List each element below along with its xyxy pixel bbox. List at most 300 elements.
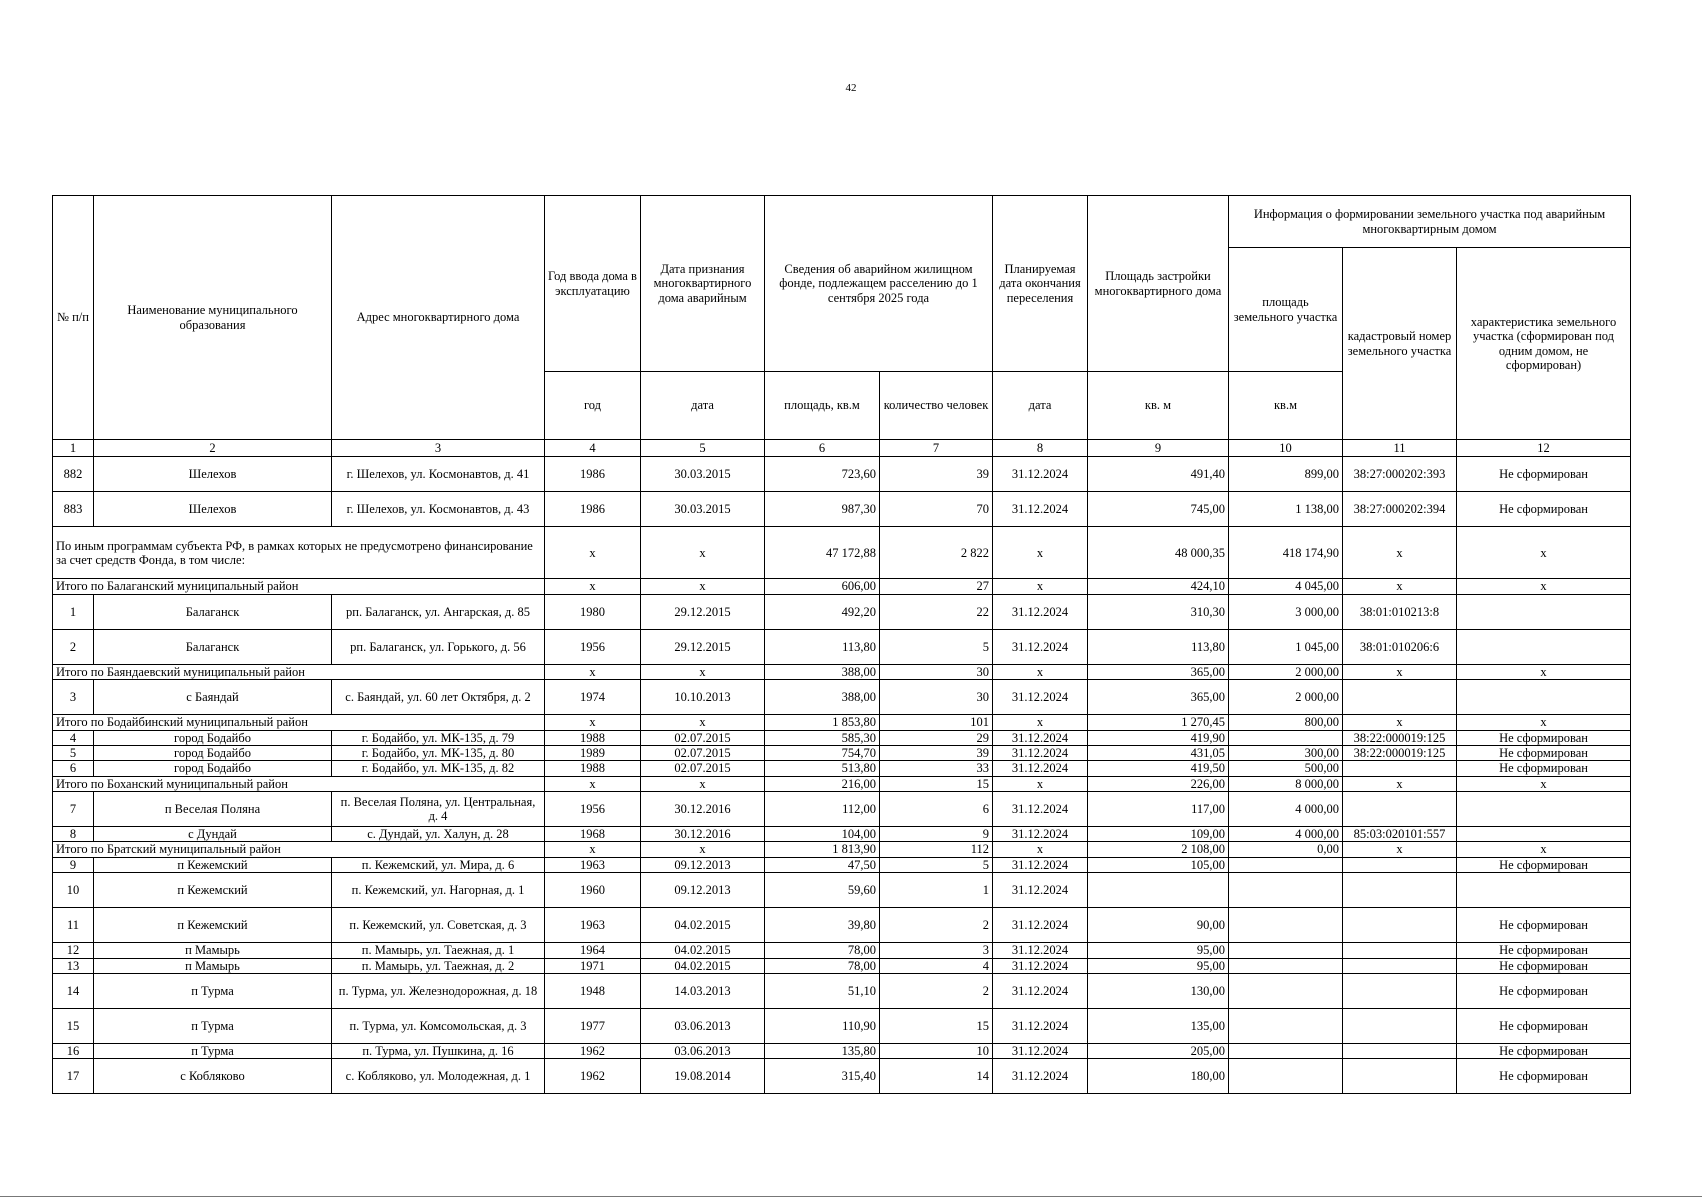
municipality-cell: п Кежемский: [94, 873, 332, 908]
fund-area-cell: 39,80: [765, 908, 880, 943]
recognition-date-cell: x: [641, 527, 765, 579]
address-cell: г. Бодайбо, ул. МК-135, д. 82: [332, 761, 545, 776]
municipality-cell: п Кежемский: [94, 908, 332, 943]
table-row: [53, 958, 1631, 973]
recognition-date-cell: x: [641, 776, 765, 791]
col-number: 2: [94, 440, 332, 457]
header-col-land-char: характеристика земельного участка (сформирован под одним домом, не сформирован): [1457, 248, 1631, 440]
land-area-cell: [1229, 873, 1343, 908]
land-status-cell: [1457, 792, 1631, 827]
built-area-cell: [1088, 873, 1229, 908]
table-row: [53, 857, 1631, 872]
cadastral-number-cell: 38:27:000202:393: [1343, 457, 1457, 492]
unit-year: год: [545, 372, 641, 440]
built-area-cell: 310,30: [1088, 594, 1229, 629]
land-status-cell: Не сформирован: [1457, 730, 1631, 745]
unit-sqm: кв. м: [1088, 372, 1229, 440]
table-row: [53, 730, 1631, 745]
recognition-date-cell: 02.07.2015: [641, 745, 765, 760]
row-number: 16: [53, 1043, 94, 1058]
land-status-cell: Не сформирован: [1457, 1059, 1631, 1094]
recognition-date-cell: 30.03.2015: [641, 492, 765, 527]
land-status-cell: Не сформирован: [1457, 973, 1631, 1008]
recognition-date-cell: 30.12.2016: [641, 827, 765, 842]
land-area-cell: [1229, 973, 1343, 1008]
year-cell: x: [545, 842, 641, 857]
planned-date-cell: 31.12.2024: [993, 873, 1088, 908]
land-area-cell: [1229, 1008, 1343, 1043]
total-label: Итого по Боханский муниципальный район: [53, 776, 545, 791]
row-number: 882: [53, 457, 94, 492]
row-number: 6: [53, 761, 94, 776]
address-cell: г. Шелехов, ул. Космонавтов, д. 41: [332, 457, 545, 492]
address-cell: г. Бодайбо, ул. МК-135, д. 79: [332, 730, 545, 745]
municipality-cell: город Бодайбо: [94, 730, 332, 745]
fund-area-cell: 388,00: [765, 680, 880, 715]
land-status-cell: Не сформирован: [1457, 857, 1631, 872]
municipality-cell: п Кежемский: [94, 857, 332, 872]
planned-date-cell: 31.12.2024: [993, 958, 1088, 973]
planned-date-cell: 31.12.2024: [993, 1059, 1088, 1094]
year-cell: 1988: [545, 761, 641, 776]
municipality-cell: Шелехов: [94, 492, 332, 527]
cadastral-number-cell: 38:22:000019:125: [1343, 745, 1457, 760]
year-cell: 1986: [545, 492, 641, 527]
fund-area-cell: 112,00: [765, 792, 880, 827]
built-area-cell: 90,00: [1088, 908, 1229, 943]
municipality-cell: п Турма: [94, 1008, 332, 1043]
recognition-date-cell: x: [641, 842, 765, 857]
col-number: 6: [765, 440, 880, 457]
fund-area-cell: 110,90: [765, 1008, 880, 1043]
built-area-cell: 226,00: [1088, 776, 1229, 791]
cadastral-number-cell: x: [1343, 664, 1457, 679]
unit-planned-date: дата: [993, 372, 1088, 440]
fund-area-cell: 78,00: [765, 943, 880, 958]
col-number: 9: [1088, 440, 1229, 457]
people-count-cell: 27: [880, 579, 993, 594]
municipality-cell: с Кобляково: [94, 1059, 332, 1094]
planned-date-cell: 31.12.2024: [993, 1043, 1088, 1058]
land-status-cell: Не сформирован: [1457, 958, 1631, 973]
fund-area-cell: 513,80: [765, 761, 880, 776]
planned-date-cell: 31.12.2024: [993, 680, 1088, 715]
year-cell: x: [545, 664, 641, 679]
fund-area-cell: 47,50: [765, 857, 880, 872]
land-status-cell: x: [1457, 842, 1631, 857]
year-cell: 1977: [545, 1008, 641, 1043]
header-col-recognition: Дата признания многоквартирного дома аварийным: [641, 196, 765, 372]
people-count-cell: 9: [880, 827, 993, 842]
row-number: 15: [53, 1008, 94, 1043]
address-cell: п. Кежемский, ул. Советская, д. 3: [332, 908, 545, 943]
built-area-cell: 745,00: [1088, 492, 1229, 527]
bottom-rule: [0, 1196, 1702, 1197]
year-cell: x: [545, 527, 641, 579]
header-col-cadastral: кадастровый номер земельного участка: [1343, 248, 1457, 440]
district-total-row: [53, 842, 1631, 857]
people-count-cell: 14: [880, 1059, 993, 1094]
cadastral-number-cell: x: [1343, 579, 1457, 594]
header-col-fund: Сведения об аварийном жилищном фонде, подлежащем расселению до 1 сентября 2025 года: [765, 196, 993, 372]
col-number: 8: [993, 440, 1088, 457]
municipality-cell: п Турма: [94, 973, 332, 1008]
recognition-date-cell: 02.07.2015: [641, 730, 765, 745]
cadastral-number-cell: [1343, 973, 1457, 1008]
cadastral-number-cell: 85:03:020101:557: [1343, 827, 1457, 842]
people-count-cell: 30: [880, 680, 993, 715]
row-number: 3: [53, 680, 94, 715]
address-cell: рп. Балаганск, ул. Горького, д. 56: [332, 629, 545, 664]
year-cell: x: [545, 776, 641, 791]
fund-area-cell: 315,40: [765, 1059, 880, 1094]
land-status-cell: [1457, 827, 1631, 842]
fund-area-cell: 987,30: [765, 492, 880, 527]
recognition-date-cell: 04.02.2015: [641, 958, 765, 973]
land-area-cell: 899,00: [1229, 457, 1343, 492]
people-count-cell: 2 822: [880, 527, 993, 579]
recognition-date-cell: 19.08.2014: [641, 1059, 765, 1094]
header-col-planned: Планируемая дата окончания переселения: [993, 196, 1088, 372]
row-number: 4: [53, 730, 94, 745]
recognition-date-cell: x: [641, 579, 765, 594]
planned-date-cell: 31.12.2024: [993, 761, 1088, 776]
recognition-date-cell: 03.06.2013: [641, 1043, 765, 1058]
municipality-cell: Балаганск: [94, 594, 332, 629]
fund-area-cell: 135,80: [765, 1043, 880, 1058]
people-count-cell: 30: [880, 664, 993, 679]
land-area-cell: [1229, 908, 1343, 943]
built-area-cell: 135,00: [1088, 1008, 1229, 1043]
table-row: [53, 457, 1631, 492]
address-cell: п. Турма, ул. Комсомольская, д. 3: [332, 1008, 545, 1043]
built-area-cell: 205,00: [1088, 1043, 1229, 1058]
cadastral-number-cell: x: [1343, 527, 1457, 579]
land-area-cell: [1229, 958, 1343, 973]
header-col-year: Год ввода дома в эксплуатацию: [545, 196, 641, 372]
address-cell: п. Турма, ул. Железнодорожная, д. 18: [332, 973, 545, 1008]
cadastral-number-cell: 38:01:010213:8: [1343, 594, 1457, 629]
land-area-cell: [1229, 1059, 1343, 1094]
land-status-cell: Не сформирован: [1457, 745, 1631, 760]
land-status-cell: Не сформирован: [1457, 943, 1631, 958]
people-count-cell: 15: [880, 776, 993, 791]
people-count-cell: 5: [880, 629, 993, 664]
land-area-cell: [1229, 943, 1343, 958]
year-cell: 1956: [545, 792, 641, 827]
land-status-cell: Не сформирован: [1457, 492, 1631, 527]
planned-date-cell: 31.12.2024: [993, 908, 1088, 943]
fund-area-cell: 585,30: [765, 730, 880, 745]
land-area-cell: 4 000,00: [1229, 827, 1343, 842]
built-area-cell: 113,80: [1088, 629, 1229, 664]
header-col-num: № п/п: [53, 196, 94, 440]
recognition-date-cell: 02.07.2015: [641, 761, 765, 776]
planned-date-cell: 31.12.2024: [993, 629, 1088, 664]
row-number: 11: [53, 908, 94, 943]
municipality-cell: с Баяндай: [94, 680, 332, 715]
planned-date-cell: 31.12.2024: [993, 1008, 1088, 1043]
municipality-cell: п Мамырь: [94, 958, 332, 973]
table-row: [53, 827, 1631, 842]
built-area-cell: 117,00: [1088, 792, 1229, 827]
land-status-cell: [1457, 680, 1631, 715]
year-cell: 1962: [545, 1043, 641, 1058]
fund-area-cell: 1 853,80: [765, 715, 880, 730]
year-cell: 1968: [545, 827, 641, 842]
people-count-cell: 3: [880, 943, 993, 958]
fund-area-cell: 78,00: [765, 958, 880, 973]
planned-date-cell: x: [993, 579, 1088, 594]
fund-area-cell: 51,10: [765, 973, 880, 1008]
land-status-cell: x: [1457, 776, 1631, 791]
land-status-cell: x: [1457, 664, 1631, 679]
planned-date-cell: 31.12.2024: [993, 792, 1088, 827]
built-area-cell: 180,00: [1088, 1059, 1229, 1094]
land-area-cell: 418 174,90: [1229, 527, 1343, 579]
cadastral-number-cell: 38:22:000019:125: [1343, 730, 1457, 745]
people-count-cell: 101: [880, 715, 993, 730]
cadastral-number-cell: [1343, 908, 1457, 943]
people-count-cell: 22: [880, 594, 993, 629]
fund-area-cell: 216,00: [765, 776, 880, 791]
year-cell: 1980: [545, 594, 641, 629]
recognition-date-cell: x: [641, 664, 765, 679]
land-area-cell: [1229, 730, 1343, 745]
land-area-cell: 2 000,00: [1229, 664, 1343, 679]
year-cell: 1962: [545, 1059, 641, 1094]
col-number: 11: [1343, 440, 1457, 457]
col-number: 7: [880, 440, 993, 457]
municipality-cell: Шелехов: [94, 457, 332, 492]
land-area-cell: 500,00: [1229, 761, 1343, 776]
municipality-cell: город Бодайбо: [94, 761, 332, 776]
built-area-cell: 2 108,00: [1088, 842, 1229, 857]
land-status-cell: Не сформирован: [1457, 457, 1631, 492]
planned-date-cell: 31.12.2024: [993, 594, 1088, 629]
municipality-cell: п Турма: [94, 1043, 332, 1058]
planned-date-cell: x: [993, 664, 1088, 679]
fund-area-cell: 388,00: [765, 664, 880, 679]
fund-area-cell: 113,80: [765, 629, 880, 664]
table-row: [53, 873, 1631, 908]
land-area-cell: 8 000,00: [1229, 776, 1343, 791]
land-area-cell: 4 000,00: [1229, 792, 1343, 827]
fund-area-cell: 492,20: [765, 594, 880, 629]
people-count-cell: 39: [880, 745, 993, 760]
recognition-date-cell: 29.12.2015: [641, 594, 765, 629]
built-area-cell: 109,00: [1088, 827, 1229, 842]
address-cell: п. Мамырь, ул. Таежная, д. 2: [332, 958, 545, 973]
people-count-cell: 4: [880, 958, 993, 973]
year-cell: 1963: [545, 908, 641, 943]
row-number: 17: [53, 1059, 94, 1094]
land-status-cell: Не сформирован: [1457, 1008, 1631, 1043]
unit-people: количество человек: [880, 372, 993, 440]
row-number: 883: [53, 492, 94, 527]
cadastral-number-cell: x: [1343, 715, 1457, 730]
unit-area: площадь, кв.м: [765, 372, 880, 440]
built-area-cell: 105,00: [1088, 857, 1229, 872]
row-number: 9: [53, 857, 94, 872]
planned-date-cell: 31.12.2024: [993, 745, 1088, 760]
planned-date-cell: 31.12.2024: [993, 457, 1088, 492]
fund-area-cell: 59,60: [765, 873, 880, 908]
header-col-land-area: площадь земельного участка: [1229, 248, 1343, 372]
planned-date-cell: 31.12.2024: [993, 973, 1088, 1008]
people-count-cell: 70: [880, 492, 993, 527]
land-area-cell: [1229, 1043, 1343, 1058]
cadastral-number-cell: [1343, 958, 1457, 973]
built-area-cell: 419,50: [1088, 761, 1229, 776]
recognition-date-cell: 04.02.2015: [641, 943, 765, 958]
row-number: 2: [53, 629, 94, 664]
address-cell: г. Бодайбо, ул. МК-135, д. 80: [332, 745, 545, 760]
year-cell: x: [545, 715, 641, 730]
cadastral-number-cell: [1343, 1059, 1457, 1094]
land-area-cell: 800,00: [1229, 715, 1343, 730]
address-cell: п. Мамырь, ул. Таежная, д. 1: [332, 943, 545, 958]
built-area-cell: 419,90: [1088, 730, 1229, 745]
header-col-built-area: Площадь застройки многоквартирного дома: [1088, 196, 1229, 372]
people-count-cell: 1: [880, 873, 993, 908]
table-row: [53, 745, 1631, 760]
municipality-cell: Балаганск: [94, 629, 332, 664]
col-number: 12: [1457, 440, 1631, 457]
planned-date-cell: 31.12.2024: [993, 492, 1088, 527]
table-row: [53, 1059, 1631, 1094]
land-area-cell: 1 045,00: [1229, 629, 1343, 664]
land-status-cell: [1457, 873, 1631, 908]
address-cell: рп. Балаганск, ул. Ангарская, д. 85: [332, 594, 545, 629]
recognition-date-cell: 10.10.2013: [641, 680, 765, 715]
planned-date-cell: x: [993, 527, 1088, 579]
address-cell: п. Кежемский, ул. Нагорная, д. 1: [332, 873, 545, 908]
address-cell: с. Баяндай, ул. 60 лет Октября, д. 2: [332, 680, 545, 715]
district-total-row: [53, 715, 1631, 730]
row-number: 8: [53, 827, 94, 842]
table-row: [53, 943, 1631, 958]
fund-area-cell: 606,00: [765, 579, 880, 594]
fund-area-cell: 723,60: [765, 457, 880, 492]
header-col-municipality: Наименование муниципального образования: [94, 196, 332, 440]
built-area-cell: 431,05: [1088, 745, 1229, 760]
recognition-date-cell: 30.03.2015: [641, 457, 765, 492]
header-col-address: Адрес многоквартирного дома: [332, 196, 545, 440]
address-cell: с. Дундай, ул. Халун, д. 28: [332, 827, 545, 842]
resettlement-table: [52, 195, 1631, 1094]
fund-area-cell: 104,00: [765, 827, 880, 842]
page-number: 42: [845, 82, 857, 94]
year-cell: 1964: [545, 943, 641, 958]
cadastral-number-cell: [1343, 1008, 1457, 1043]
table-row: [53, 680, 1631, 715]
people-count-cell: 10: [880, 1043, 993, 1058]
year-cell: x: [545, 579, 641, 594]
header-col-land-group: Информация о формировании земельного участка под аварийным многоквартирным домом: [1229, 196, 1631, 248]
year-cell: 1963: [545, 857, 641, 872]
row-number: 1: [53, 594, 94, 629]
year-cell: 1988: [545, 730, 641, 745]
cadastral-number-cell: [1343, 873, 1457, 908]
row-number: 5: [53, 745, 94, 760]
table-row: [53, 792, 1631, 827]
col-number: 4: [545, 440, 641, 457]
land-area-cell: 3 000,00: [1229, 594, 1343, 629]
people-count-cell: 15: [880, 1008, 993, 1043]
built-area-cell: 48 000,35: [1088, 527, 1229, 579]
people-count-cell: 39: [880, 457, 993, 492]
built-area-cell: 365,00: [1088, 680, 1229, 715]
unit-land-sqm: кв.м: [1229, 372, 1343, 440]
total-label: По иным программам субъекта РФ, в рамках которых не предусмотрено финансирование за счет средств Фонда, в том числе:: [53, 527, 545, 579]
cadastral-number-cell: [1343, 1043, 1457, 1058]
land-status-cell: [1457, 594, 1631, 629]
built-area-cell: 95,00: [1088, 958, 1229, 973]
table-row: [53, 629, 1631, 664]
recognition-date-cell: x: [641, 715, 765, 730]
people-count-cell: 33: [880, 761, 993, 776]
table-row: [53, 594, 1631, 629]
district-total-row: [53, 664, 1631, 679]
year-cell: 1948: [545, 973, 641, 1008]
address-cell: г. Шелехов, ул. Космонавтов, д. 43: [332, 492, 545, 527]
row-number: 13: [53, 958, 94, 973]
recognition-date-cell: 04.02.2015: [641, 908, 765, 943]
total-label: Итого по Балаганский муниципальный район: [53, 579, 545, 594]
recognition-date-cell: 09.12.2013: [641, 873, 765, 908]
land-status-cell: Не сформирован: [1457, 1043, 1631, 1058]
address-cell: п. Веселая Поляна, ул. Центральная, д. 4: [332, 792, 545, 827]
land-area-cell: [1229, 857, 1343, 872]
people-count-cell: 2: [880, 973, 993, 1008]
built-area-cell: 1 270,45: [1088, 715, 1229, 730]
planned-date-cell: 31.12.2024: [993, 827, 1088, 842]
recognition-date-cell: 30.12.2016: [641, 792, 765, 827]
table-row: [53, 908, 1631, 943]
built-area-cell: 95,00: [1088, 943, 1229, 958]
recognition-date-cell: 29.12.2015: [641, 629, 765, 664]
table-row: [53, 761, 1631, 776]
table-body: [53, 457, 1631, 1094]
year-cell: 1986: [545, 457, 641, 492]
land-status-cell: [1457, 629, 1631, 664]
cadastral-number-cell: [1343, 680, 1457, 715]
cadastral-number-cell: 38:27:000202:394: [1343, 492, 1457, 527]
year-cell: 1989: [545, 745, 641, 760]
district-total-row: [53, 776, 1631, 791]
year-cell: 1960: [545, 873, 641, 908]
year-cell: 1956: [545, 629, 641, 664]
land-status-cell: x: [1457, 715, 1631, 730]
col-number: 1: [53, 440, 94, 457]
people-count-cell: 5: [880, 857, 993, 872]
land-area-cell: 300,00: [1229, 745, 1343, 760]
built-area-cell: 424,10: [1088, 579, 1229, 594]
land-status-cell: x: [1457, 579, 1631, 594]
table-row: [53, 973, 1631, 1008]
table-row: [53, 1043, 1631, 1058]
fund-area-cell: 1 813,90: [765, 842, 880, 857]
municipality-cell: п Мамырь: [94, 943, 332, 958]
cadastral-number-cell: [1343, 761, 1457, 776]
col-number: 5: [641, 440, 765, 457]
unit-date: дата: [641, 372, 765, 440]
land-status-cell: Не сформирован: [1457, 761, 1631, 776]
fund-area-cell: 754,70: [765, 745, 880, 760]
planned-date-cell: x: [993, 776, 1088, 791]
address-cell: п. Турма, ул. Пушкина, д. 16: [332, 1043, 545, 1058]
